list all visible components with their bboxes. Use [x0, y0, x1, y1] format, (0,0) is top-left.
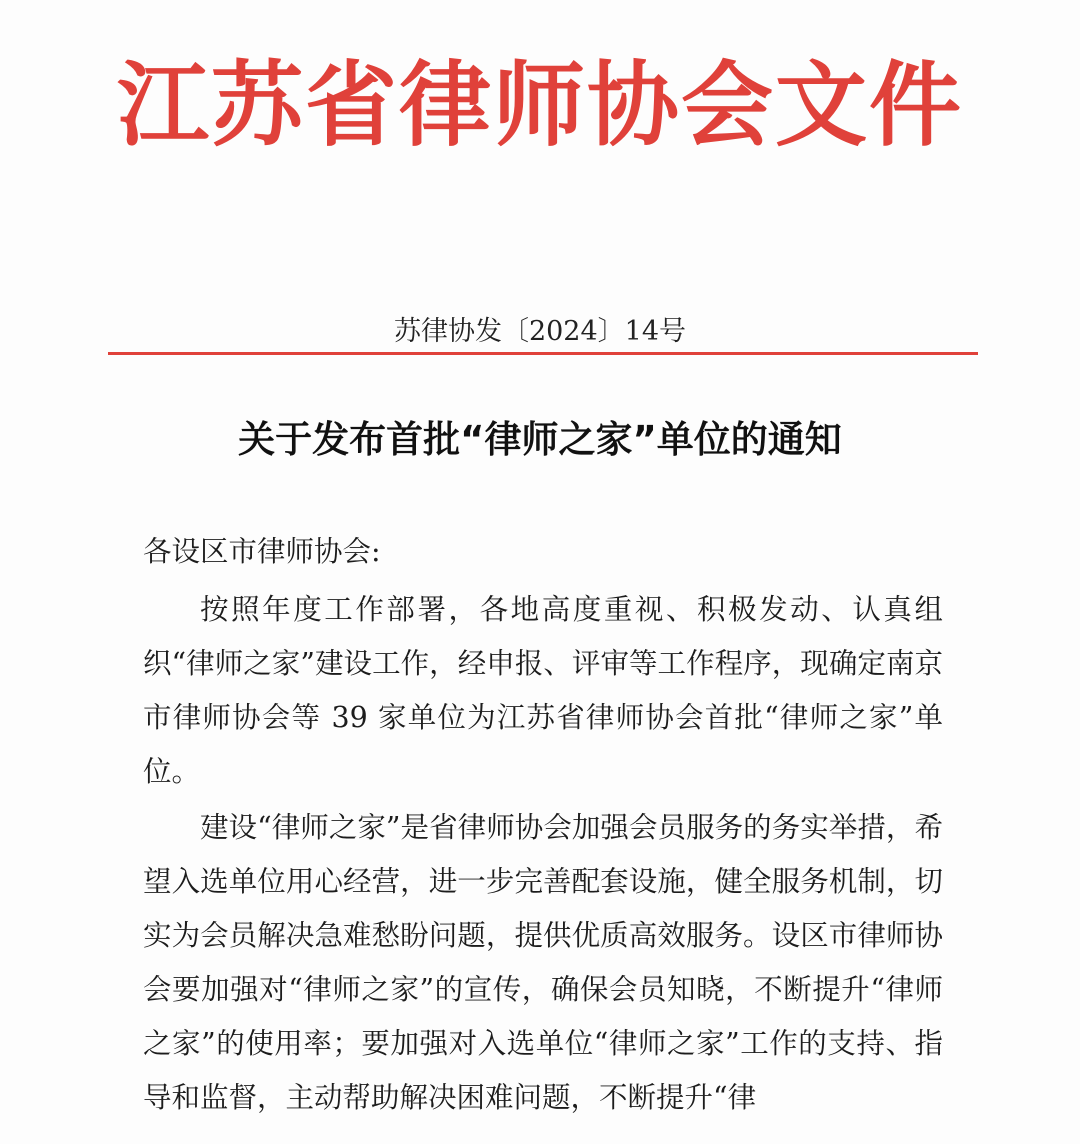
document-header-title: 江苏省律师协会文件 — [116, 52, 963, 159]
paragraph-1: 按照年度工作部署，各地高度重视、积极发动、认真组织“律师之家”建设工作，经申报、评审等工作程序，现确定南京市律师协会等 39 家单位为江苏省律师协会首批“律师之家”单位。 — [143, 593, 943, 788]
notice-title: 关于发布首批“律师之家”单位的通知 — [238, 418, 842, 461]
paragraph-2: 建设“律师之家”是省律师协会加强会员服务的务实举措，希望入选单位用心经营，进一步完善配套设施，健全服务机制，切实为会员解决急难愁盼问题，提供优质高效服务。设区市律师协会要加强对“律师之家”的宣传，确保会员知晓，不断提升“律师之家”的使用率；要加强对入选单位“律师之家”工作的支持、指导和监督，主动帮助解决困难问题，不断提升“律 — [143, 811, 943, 1114]
red-divider-line — [108, 352, 978, 355]
document-number: 苏律协发〔2024〕14号 — [393, 316, 687, 347]
salutation: 各设区市律师协会: — [143, 535, 381, 568]
